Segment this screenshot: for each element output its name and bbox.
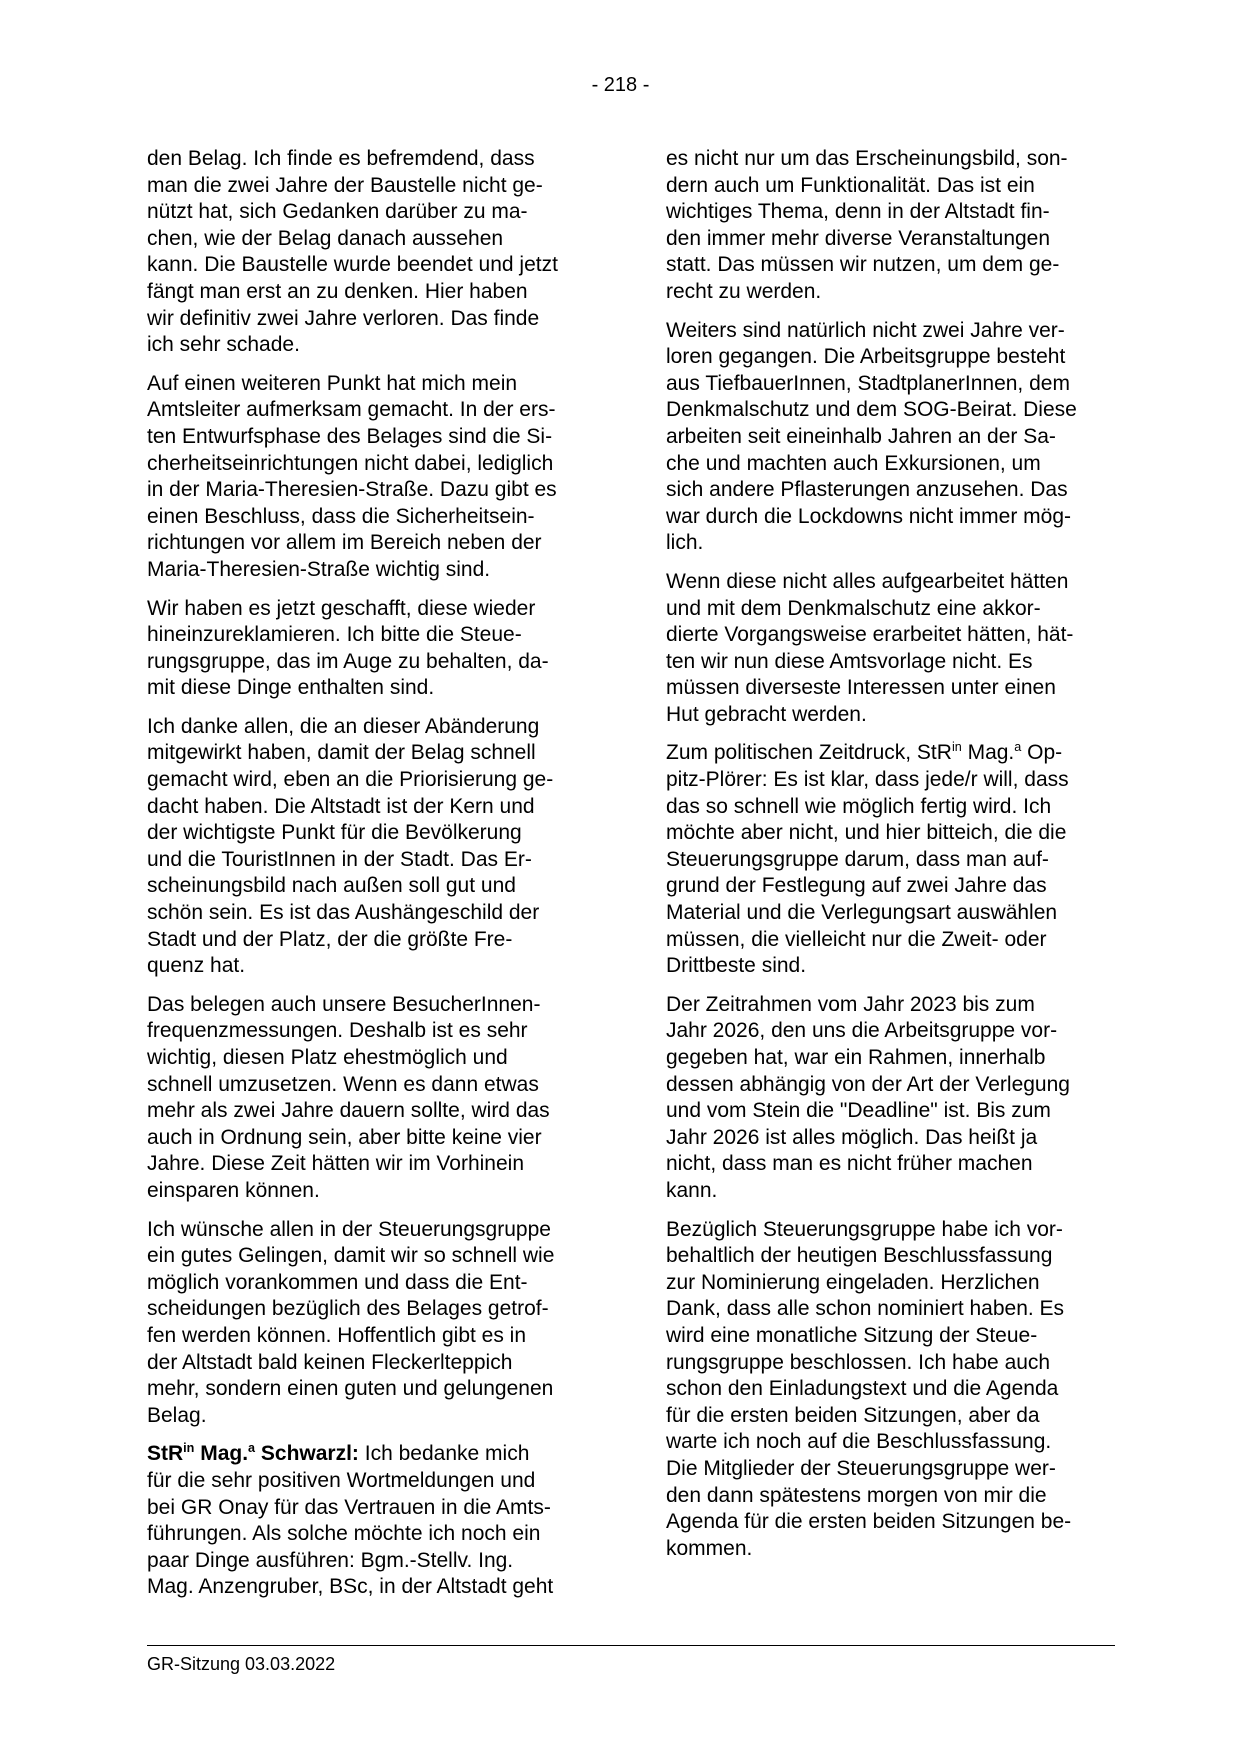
footer-divider	[147, 1645, 1115, 1646]
left-column	[147, 146, 605, 1613]
paragraph: Der Zeitrahmen vom Jahr 2023 bis zum Jahr 2026, den uns die Arbeitsgruppe vor- gegeben hat, war ein Rahmen, innerhalb dessen abhängig von der Art der Verlegung und vom Stein die "Deadline" ist. Bis zum Jahr 2026 ist alles möglich. Das heißt ja nicht, dass man es nicht früher machen kann.	[666, 992, 1070, 1202]
paragraph: Auf einen weiteren Punkt hat mich mein Amtsleiter aufmerksam gemacht. In der ers- ten Entwurfsphase des Belages sind die Si- cherheitseinrichtungen nicht dabei, lediglich in der Maria-Theresien-Straße. Dazu gibt es einen Beschluss, dass die Sicherheitsein- richtungen vor allem im Bereich neben der Maria-Theresien-Straße wichtig sind.	[147, 371, 557, 581]
paragraph: Weiters sind natürlich nicht zwei Jahre ver- loren gegangen. Die Arbeitsgruppe besteht aus TiefbauerInnen, StadtplanerInnen, dem Denkmalschutz und dem SOG-Beirat. Diese arbeiten seit eineinhalb Jahren an der Sa- che und machten auch Exkursionen, um sich andere Pflasterungen anzusehen. Das war durch die Lockdowns nicht immer mög- lich.	[666, 318, 1077, 555]
paragraph: den Belag. Ich finde es befremdend, dass man die zwei Jahre der Baustelle nicht ge- nützt hat, sich Gedanken darüber zu ma- chen, wie der Belag danach aussehen kann. Die Baustelle wurde beendet und jetzt fängt man erst an zu denken. Hier haben wir definitiv zwei Jahre verloren. Das finde ich sehr schade.	[147, 147, 558, 357]
right-column	[666, 146, 1124, 1574]
paragraph: Ich wünsche allen in der Steuerungsgruppe ein gutes Gelingen, damit wir so schnell wie möglich vorankommen und dass die Ent- scheidungen bezüglich des Belages getrof- fen werden können. Hoffentlich gibt es in der Altstadt bald keinen Fleckerlteppich mehr, sondern einen guten und gelungenen Belag.	[147, 1217, 555, 1427]
speaker-paragraph	[147, 1441, 605, 1601]
speaker-name: StR$^{in}$ Mag.$^a$ Schwarzl:	[147, 1441, 359, 1466]
speaker-text: Ich bedanke mich für die sehr positiven Wortmeldungen und bei GR Onay für das Vertrauen in die Amts- führungen. Als solche möchte ich noch ein paar Dinge ausführen: Bgm.-Stellv. Ing. Mag. Anzengruber, BSc, in der Altstadt geht	[147, 1442, 554, 1599]
paragraph: Zum politischen Zeitdruck, StR$^{in}$ Mag.$^a$ Op- pitz-Plörer: Es ist klar, dass jede/r will, dass das so schnell wie möglich fertig wird. Ich möchte aber nicht, und hier bitteich, die die Steuerungsgruppe darum, dass man auf- grund der Festlegung auf zwei Jahre das Material und die Verlegungsart auswählen müssen, die vielleicht nur die Zweit- oder Drittbeste sind.	[666, 740, 1069, 978]
paragraph: Das belegen auch unsere BesucherInnen- frequenzmessungen. Deshalb ist es sehr wichtig, diesen Platz ehestmöglich und schnell umzusetzen. Wenn es dann etwas mehr als zwei Jahre dauern sollte, wird das auch in Ordnung sein, aber bitte keine vier Jahre. Diese Zeit hätten wir im Vorhinein einsparen können.	[147, 992, 550, 1202]
paragraph: Wir haben es jetzt geschafft, diese wieder hineinzureklamieren. Ich bitte die Steue- rungsgruppe, das im Auge zu behalten, da- mit diese Dinge enthalten sind.	[147, 596, 549, 700]
paragraph: Wenn diese nicht alles aufgearbeitet hätten und mit dem Denkmalschutz eine akkor- dierte Vorgangsweise erarbeitet hätten, hät- ten wir nun diese Amtsvorlage nicht. Es müssen diverseste Interessen unter einen Hut gebracht werden.	[666, 569, 1074, 726]
paragraph: es nicht nur um das Erscheinungsbild, son- dern auch um Funktionalität. Das ist ein wichtiges Thema, denn in der Altstadt fin- den immer mehr diverse Veranstaltungen statt. Das müssen wir nutzen, um dem ge- recht zu werden.	[666, 147, 1068, 303]
footer-text: GR-Sitzung 03.03.2022	[147, 1654, 336, 1674]
paragraph: Bezüglich Steuerungsgruppe habe ich vor- behaltlich der heutigen Beschlussfassung zur Nominierung eingeladen. Herzlichen Dank, dass alle schon nominiert haben. Es wird eine monatliche Sitzung der Steue- rungsgruppe beschlossen. Ich habe auch schon den Einladungstext und die Agenda für die ersten beiden Sitzungen, aber da warte ich noch auf die Beschlussfassung. Die Mitglieder der Steuerungsgruppe wer- den dann spätestens morgen von mir die Agenda für die ersten beiden Sitzungen be- kommen.	[666, 1217, 1072, 1560]
paragraph: Ich danke allen, die an dieser Abänderung mitgewirkt haben, damit der Belag schnell gemacht wird, eben an die Priorisierung ge- dacht haben. Die Altstadt ist der Kern und der wichtigste Punkt für die Bevölkerung und die TouristInnen in der Stadt. Das Er- scheinungsbild nach außen soll gut und schön sein. Es ist das Aushängeschild der Stadt und der Platz, der die größte Fre- quenz hat.	[147, 714, 554, 978]
page-number: - 218 -	[591, 74, 650, 96]
